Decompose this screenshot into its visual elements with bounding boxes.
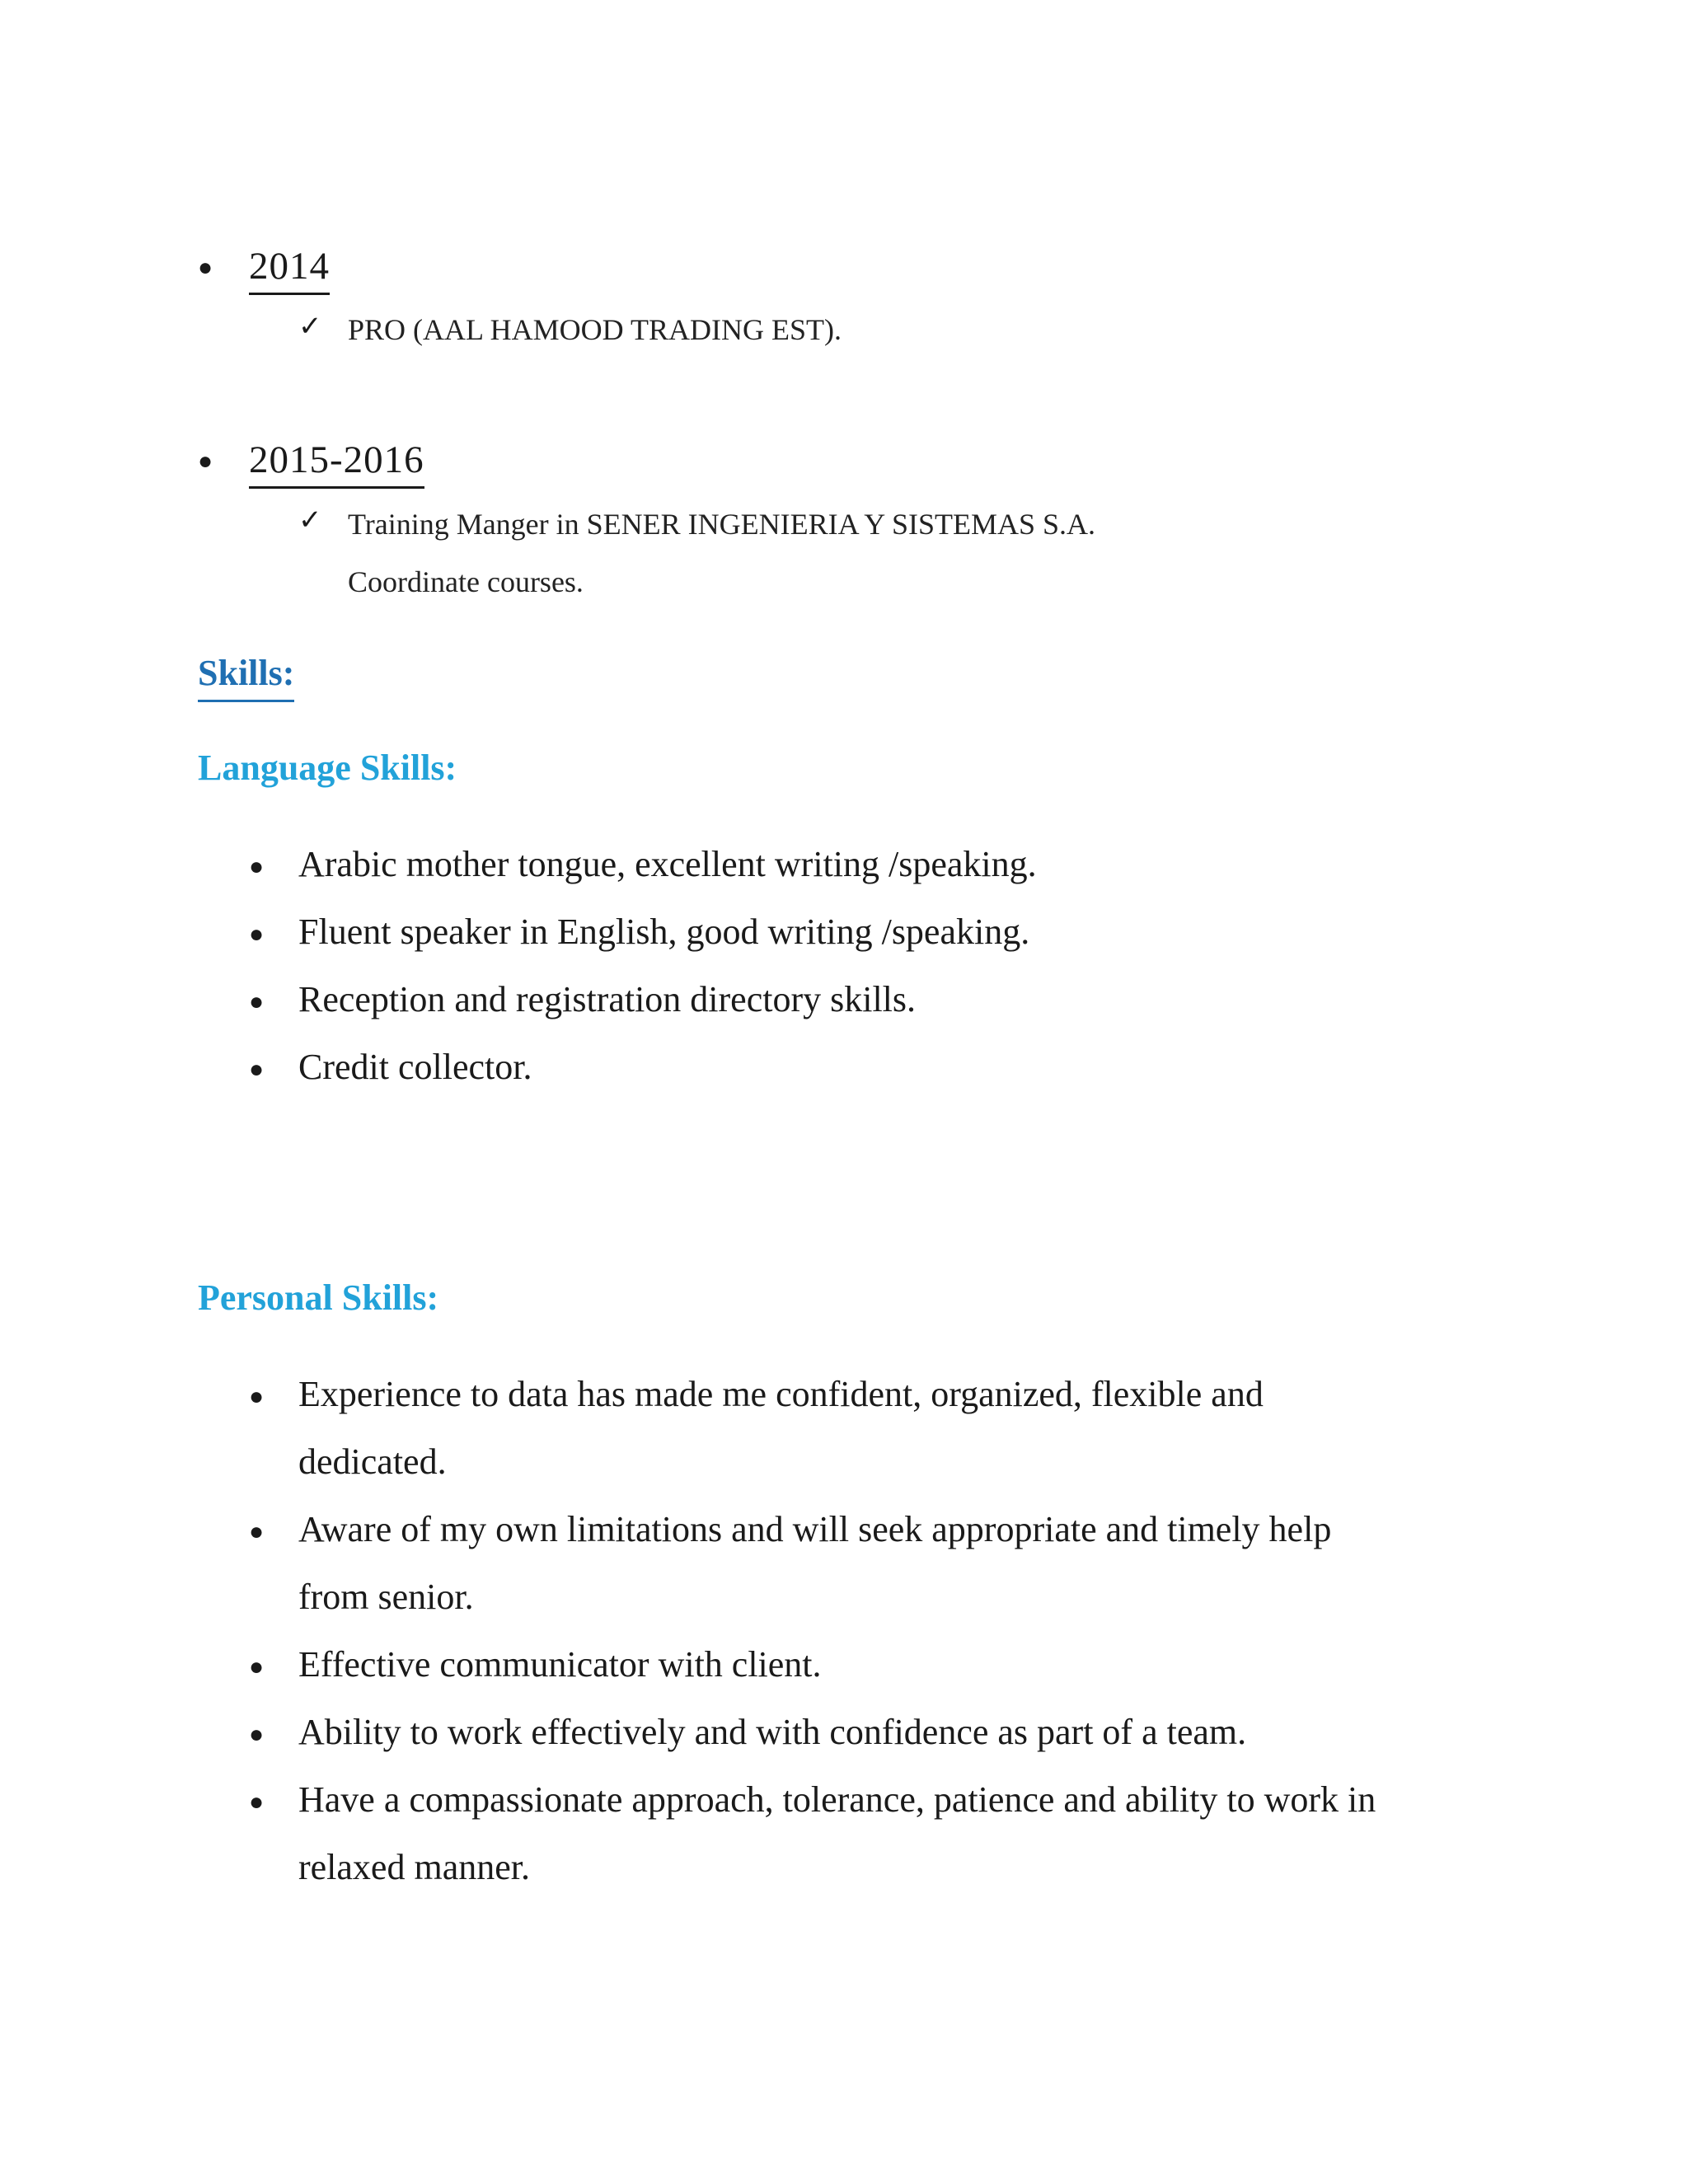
personal-skills-heading: Personal Skills: (198, 1277, 439, 1318)
personal-skill-item: Aware of my own limitations and will seek appropriate and timely help (298, 1509, 1332, 1549)
job-detail: PRO (AAL HAMOOD TRADING EST). (348, 313, 842, 346)
skills-heading: Skills: (198, 655, 294, 702)
bullet-icon: ● (249, 853, 265, 880)
personal-skill-item: Experience to data has made me confident, organized, flexible and (298, 1374, 1264, 1414)
personal-skill-item-continued: relaxed manner. (298, 1847, 530, 1887)
check-icon: ✓ (298, 312, 322, 342)
language-skills-heading: Language Skills: (198, 748, 457, 788)
experience-year: 2014 (249, 247, 330, 295)
personal-skill-item: Effective communicator with client. (298, 1644, 822, 1685)
personal-skill-item-continued: dedicated. (298, 1441, 447, 1482)
language-skill-item: Arabic mother tongue, excellent writing /speaking. (298, 844, 1037, 884)
bullet-icon: ● (249, 1518, 265, 1545)
experience-year: 2015-2016 (249, 441, 424, 489)
job-detail: Coordinate courses. (348, 565, 584, 598)
bullet-icon: ● (249, 1721, 265, 1748)
personal-skill-item: Have a compassionate approach, tolerance, patience and ability to work in (298, 1779, 1376, 1820)
bullet-icon: ● (198, 254, 213, 281)
bullet-icon: ● (198, 448, 213, 475)
personal-skill-item-continued: from senior. (298, 1577, 474, 1617)
bullet-icon: ● (249, 988, 265, 1015)
language-skill-item: Credit collector. (298, 1047, 532, 1087)
bullet-icon: ● (249, 1788, 265, 1816)
language-skill-item: Fluent speaker in English, good writing /speaking. (298, 912, 1030, 952)
bullet-icon: ● (249, 1653, 265, 1680)
personal-skill-item: Ability to work effectively and with confidence as part of a team. (298, 1712, 1247, 1752)
check-icon: ✓ (298, 505, 322, 536)
bullet-icon: ● (249, 921, 265, 948)
bullet-icon: ● (249, 1056, 265, 1083)
job-detail: Training Manger in SENER INGENIERIA Y SISTEMAS S.A. (348, 508, 1096, 541)
language-skill-item: Reception and registration directory skills. (298, 979, 917, 1019)
bullet-icon: ● (249, 1383, 265, 1410)
